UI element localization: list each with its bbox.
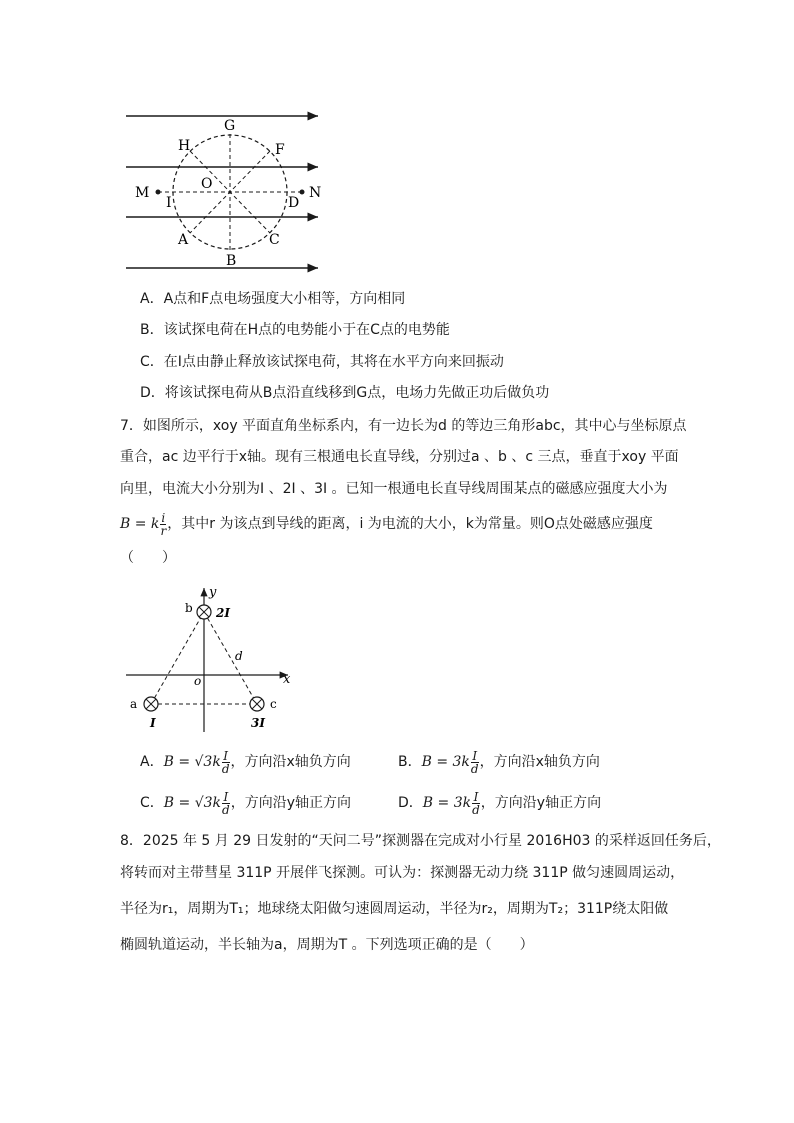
label-m: M <box>135 185 150 201</box>
fraction-num: I <box>223 748 229 763</box>
label-current-a: I <box>150 716 156 730</box>
label-b: b <box>185 601 193 615</box>
option-7a <box>140 748 351 776</box>
option-7b <box>398 748 600 776</box>
option-letter: B． <box>398 754 422 770</box>
fraction-num: I <box>223 789 229 804</box>
label-c: c <box>270 697 277 711</box>
label-b: B <box>226 253 237 269</box>
label-origin: o <box>194 674 202 688</box>
q7-answer-bracket: （ ） <box>120 550 176 566</box>
q8-line1: 8．2025 年 5 月 29 日发射的“天问二号”探测器在完成对小行星 2016H03 的采样返回任务后， <box>120 833 721 849</box>
label-a: A <box>178 232 189 248</box>
wire-c-icon <box>250 697 264 711</box>
q7-line2: 重合，ac 边平行于x轴。现有三根通电长直导线，分别过a 、b 、c 三点，垂直于xoy 平面 <box>120 449 679 465</box>
fraction-den: d <box>472 802 480 817</box>
label-current-b: 2I <box>216 606 230 620</box>
label-g: G <box>224 118 236 134</box>
label-a: a <box>130 697 138 711</box>
fraction <box>222 750 230 775</box>
label-d: D <box>288 195 300 211</box>
fraction-den: d <box>222 802 230 817</box>
q8-line3: 半径为r₁，周期为T₁；地球绕太阳做匀速圆周运动，半径为r₂，周期为T₂；311P绕太阳做 <box>120 901 669 917</box>
label-h: H <box>178 138 191 154</box>
option-7c <box>140 789 351 817</box>
option-letter: A． <box>140 754 164 770</box>
label-c: C <box>269 232 280 248</box>
fraction-num: I <box>472 748 478 763</box>
option-letter: C． <box>140 795 164 811</box>
formula: B = 3k <box>421 754 470 770</box>
option-6a: A．A点和F点电场强度大小相等，方向相同 <box>140 291 406 307</box>
label-o: O <box>201 176 213 192</box>
label-f: F <box>275 142 285 158</box>
fraction-den: d <box>221 761 230 776</box>
formula: B = 3k <box>422 795 472 811</box>
option-text: ，方向沿x轴负方向 <box>479 754 600 770</box>
label-y: y <box>209 585 217 600</box>
label-d: d <box>235 649 243 663</box>
option-6c: C．在I点由静止释放该试探电荷，其将在水平方向来回振动 <box>140 354 504 370</box>
side-bc <box>204 612 257 704</box>
q8-line4: 椭圆轨道运动，半长轴为a，周期为T 。下列选项正确的是（ ） <box>120 937 534 953</box>
formula-b: B = k <box>120 516 160 532</box>
fraction-den: d <box>470 761 479 776</box>
q7-line3: 向里，电流大小分别为I 、2I 、3I 。已知一根通电长直导线周围某点的磁感应强度大小为 <box>120 481 668 497</box>
point-n <box>300 190 305 195</box>
label-current-c: 3I <box>251 716 265 730</box>
fraction-den: r <box>160 523 167 538</box>
fraction-num: i <box>161 510 166 525</box>
wire-b-icon <box>197 605 211 619</box>
formula: B = √3k <box>163 795 222 811</box>
point-m <box>156 190 161 195</box>
fraction <box>472 791 480 816</box>
q7-line4 <box>120 510 653 538</box>
option-7d <box>398 789 601 817</box>
side-ab <box>151 612 204 704</box>
fraction-i-over-r <box>160 512 166 537</box>
option-text: ，方向沿y轴正方向 <box>480 795 602 811</box>
option-6d: D．将该试探电荷从B点沿直线移到G点，电场力先做正功后做负功 <box>140 385 550 401</box>
electric-field-figure <box>120 108 330 280</box>
q7-line4-text: ，其中r 为该点到导线的距离，i 为电流的大小，k为常量。则O点处磁感应强度 <box>167 516 653 532</box>
label-n: N <box>309 185 322 201</box>
fraction-num: I <box>473 789 479 804</box>
label-i: I <box>166 195 172 211</box>
fraction <box>222 791 230 816</box>
label-x: x <box>283 672 291 687</box>
option-text: ，方向沿y轴正方向 <box>230 795 351 811</box>
triangle-wires-figure <box>120 582 300 732</box>
option-text: ，方向沿x轴负方向 <box>230 754 351 770</box>
wire-a-icon <box>144 697 158 711</box>
option-6b: B．该试探电荷在H点的电势能小于在C点的电势能 <box>140 322 450 338</box>
q8-line2: 将转而对主带彗星 311P 开展伴飞探测。可认为：探测器无动力绕 311P 做匀速圆周运动， <box>120 865 685 881</box>
option-letter: D． <box>398 795 423 811</box>
fraction <box>471 750 479 775</box>
formula: B = √3k <box>163 754 221 770</box>
q7-line1: 7．如图所示，xoy 平面直角坐标系内，有一边长为d 的等边三角形abc，其中心与坐标原点 <box>120 418 687 434</box>
